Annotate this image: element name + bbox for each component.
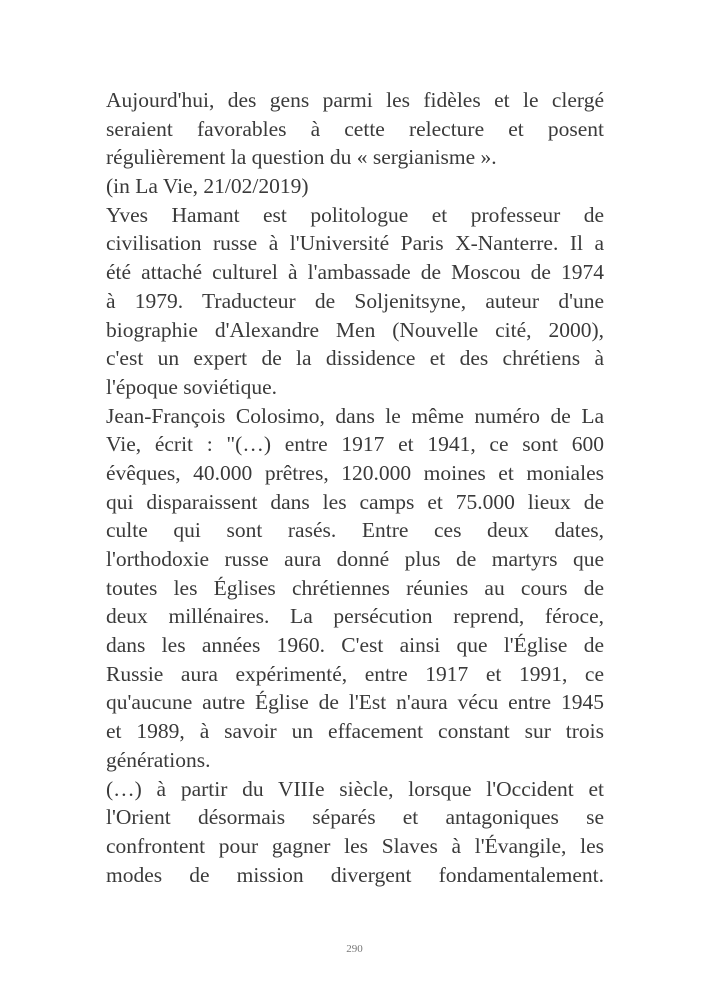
text-line: modes de mission divergent fondamentalement. <box>106 862 604 887</box>
text-line: l'Orient désormais séparés et antagoniques se <box>106 805 604 830</box>
text-line: deux millénaires. La persécution reprend, féroce, <box>106 604 604 629</box>
text-line: à 1979. Traducteur de Soljenitsyne, auteur d'une <box>106 288 604 313</box>
text-line: qu'aucune autre Église de l'Est n'aura vécu entre 1945 <box>106 690 604 715</box>
text-line: régulièrement la question du « sergianisme ». <box>106 145 497 170</box>
text-line: qui disparaissent dans les camps et 75.000 lieux de <box>106 489 604 514</box>
page-number: 290 <box>346 943 363 955</box>
body-text <box>106 86 604 889</box>
text-line: Jean-François Colosimo, dans le même numéro de La <box>106 403 604 428</box>
text-line: et 1989, à savoir un effacement constant sur trois <box>106 719 604 744</box>
text-line: (in La Vie, 21/02/2019) <box>106 174 309 199</box>
text-line: évêques, 40.000 prêtres, 120.000 moines et moniales <box>106 460 604 485</box>
text-line: été attaché culturel à l'ambassade de Moscou de 1974 <box>106 260 604 285</box>
text-line: culte qui sont rasés. Entre ces deux dates, <box>106 518 604 543</box>
text-line: toutes les Églises chrétiennes réunies au cours de <box>106 575 604 600</box>
text-line: Aujourd'hui, des gens parmi les fidèles et le clergé <box>106 88 604 112</box>
text-line: biographie d'Alexandre Men (Nouvelle cité, 2000), <box>106 317 604 342</box>
text-line: confrontent pour gagner les Slaves à l'Évangile, les <box>106 833 604 858</box>
text-line: seraient favorables à cette relecture et posent <box>106 116 604 141</box>
text-line: Russie aura expérimenté, entre 1917 et 1991, ce <box>106 661 604 686</box>
text-line: civilisation russe à l'Université Paris X-Nanterre. Il a <box>106 231 604 256</box>
text-line: générations. <box>106 747 211 772</box>
text-line: l'orthodoxie russe aura donné plus de martyrs que <box>106 547 604 571</box>
text-line: dans les années 1960. C'est ainsi que l'Église de <box>106 633 604 658</box>
text-line: Yves Hamant est politologue et professeur de <box>106 202 604 227</box>
text-line: c'est un expert de la dissidence et des chrétiens à <box>106 346 604 371</box>
text-line: Vie, écrit : "(…) entre 1917 et 1941, ce sont 600 <box>106 432 604 457</box>
text-line: (…) à partir du VIIIe siècle, lorsque l'Occident et <box>106 776 604 801</box>
text-line: l'époque soviétique. <box>106 374 278 399</box>
